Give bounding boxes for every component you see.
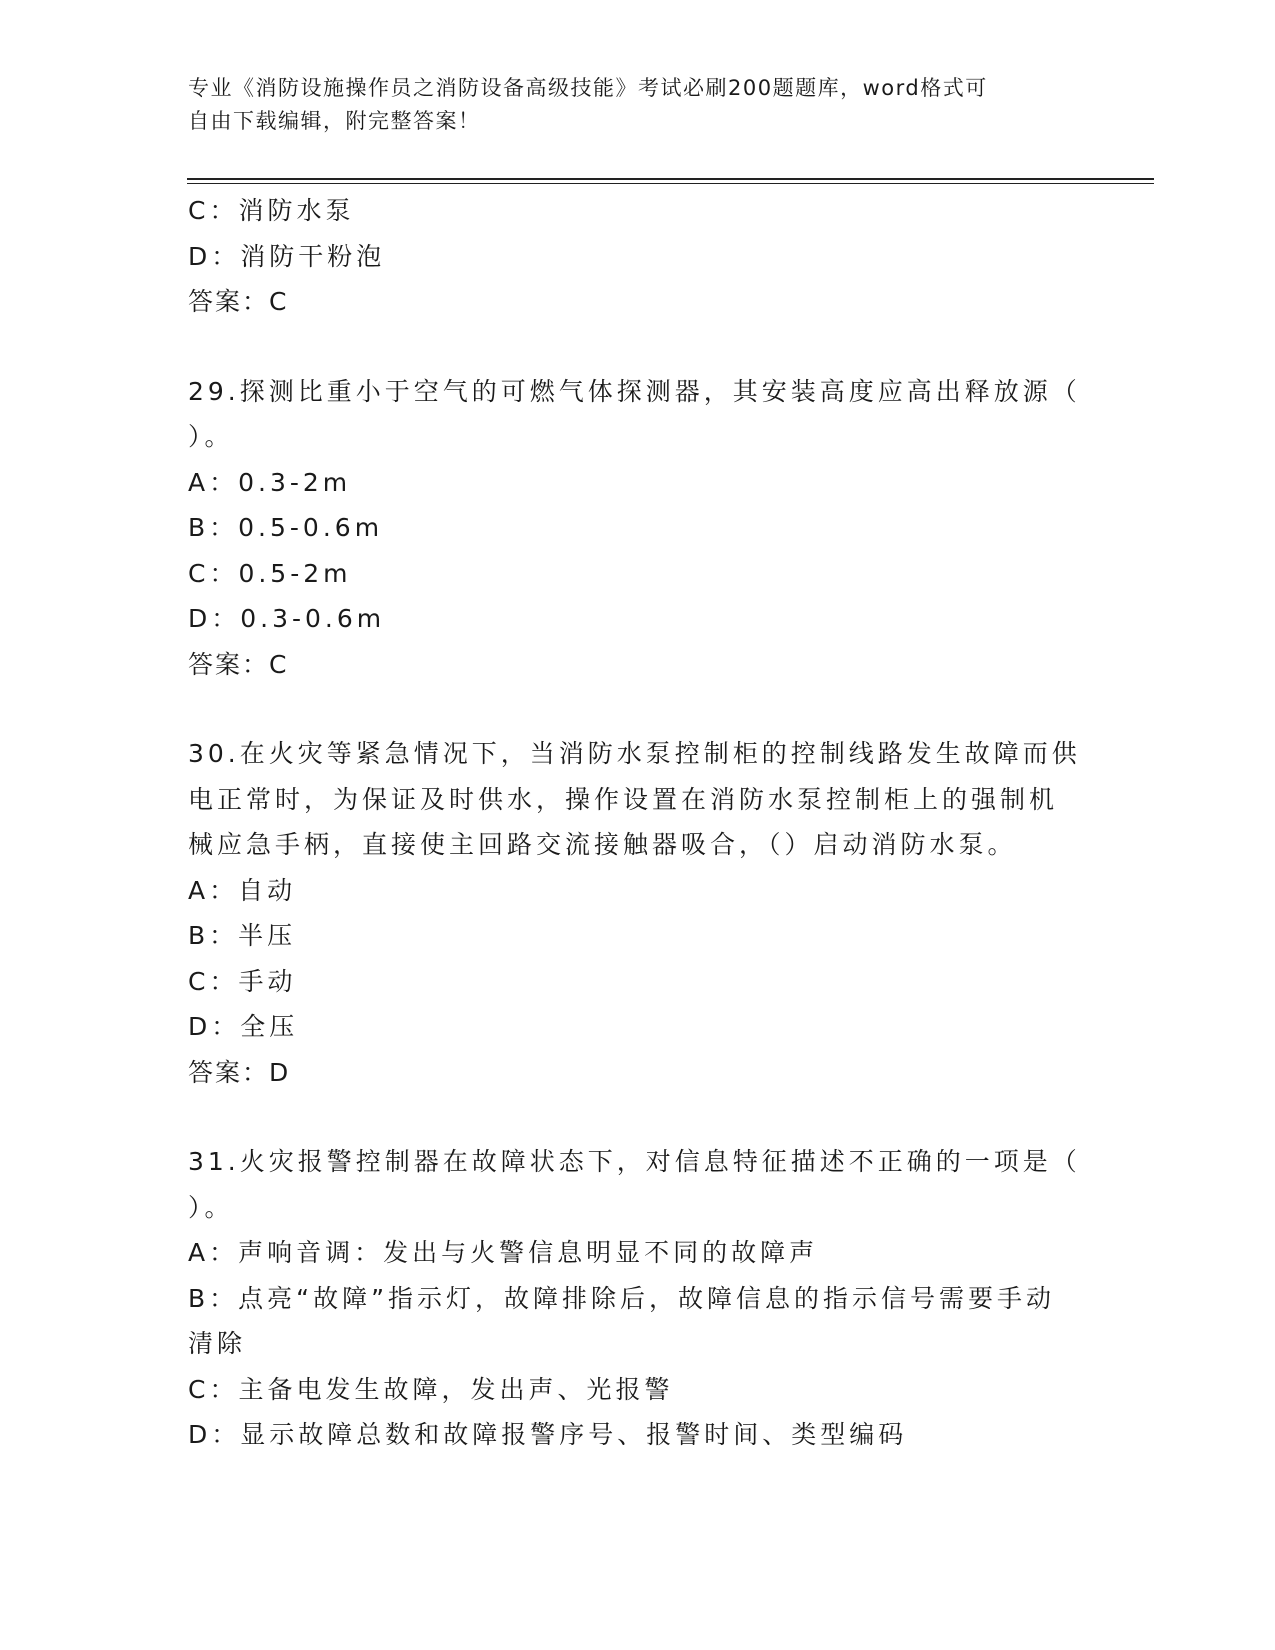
question-30 — [188, 731, 1088, 1095]
option-d: D：消防干粉泡 — [188, 241, 386, 271]
option-a: A：声响音调：发出与火警信息明显不同的故障声 — [188, 1238, 819, 1267]
option-d: D：全压 — [188, 1012, 299, 1041]
question-text-line: 械应急手柄，直接使主回路交流接触器吸合，（）启动消防水泵。 — [188, 830, 1017, 859]
document-header — [188, 72, 1068, 138]
header-rule-thick — [187, 178, 1154, 180]
option-c: C：消防水泵 — [188, 196, 355, 225]
spacer — [188, 687, 1088, 731]
spacer — [188, 325, 1088, 369]
question-text-line: 电正常时，为保证及时供水，操作设置在消防水泵控制柜上的强制机 — [188, 784, 1059, 814]
question-text-line: 31.火灾报警控制器在故障状态下，对信息特征描述不正确的一项是（ — [188, 1147, 1081, 1176]
option-b: B：点亮“故障”指示灯，故障排除后，故障信息的指示信号需要手动 — [188, 1283, 1056, 1313]
option-d: D：0.3-0.6m — [188, 604, 386, 633]
option-a: A：0.3-2m — [188, 467, 352, 497]
option-b: B：半压 — [188, 921, 297, 950]
option-c: C：手动 — [188, 966, 297, 996]
question-text-line: 30.在火灾等紧急情况下，当消防水泵控制柜的控制线路发生故障而供 — [188, 739, 1081, 768]
option-d: D：显示故障总数和故障报警序号、报警时间、类型编码 — [188, 1420, 908, 1449]
option-b: B：0.5-0.6m — [188, 513, 384, 542]
question-text-line: 29.探测比重小于空气的可燃气体探测器，其安装高度应高出释放源（ — [188, 376, 1081, 406]
option-c: C：主备电发生故障，发出声、光报警 — [188, 1374, 674, 1404]
question-text-line: ）。 — [188, 422, 234, 451]
header-rule-thin — [187, 183, 1154, 184]
question-text-line: ）。 — [188, 1192, 234, 1222]
header-line-1: 专业《消防设施操作员之消防设备高级技能》考试必刷200题题库，word格式可 — [188, 76, 988, 100]
header-line-2: 自由下载编辑，附完整答案！ — [188, 109, 481, 133]
question-28-tail — [188, 188, 1088, 325]
option-b-continued: 清除 — [188, 1329, 247, 1358]
answer-line: 答案：D — [188, 1057, 291, 1087]
answer-line: 答案：C — [188, 287, 289, 316]
spacer — [188, 1095, 1088, 1139]
option-c: C：0.5-2m — [188, 558, 352, 588]
document-body — [188, 188, 1088, 1458]
answer-line: 答案：C — [188, 649, 289, 679]
question-29 — [188, 369, 1088, 688]
option-a: A：自动 — [188, 875, 297, 905]
question-31 — [188, 1139, 1088, 1458]
